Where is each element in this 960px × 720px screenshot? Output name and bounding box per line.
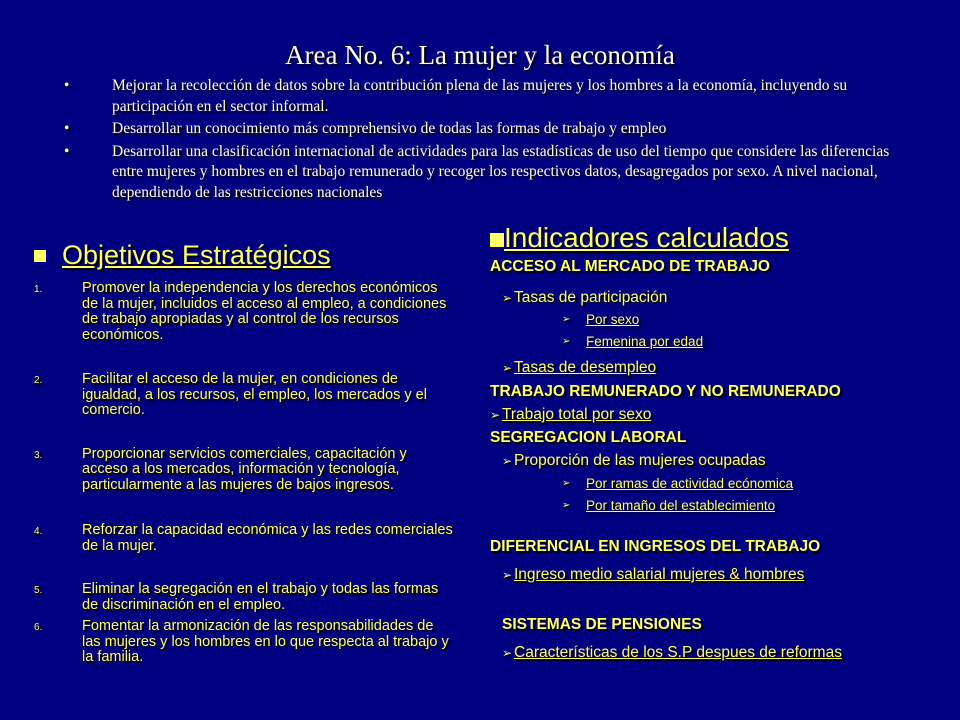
arrow-bullet-icon: ➢ bbox=[502, 646, 513, 660]
arrow-bullet-icon: ➢ bbox=[562, 314, 571, 325]
objective-number: 3. bbox=[34, 449, 43, 461]
objective-item bbox=[34, 281, 454, 343]
objective-text: Proporcionar servicios comerciales, capacitación y acceso a los mercados, información y tecnología, particularmente a las mujeres de bajos ingresos. bbox=[82, 445, 407, 493]
objective-number: 6. bbox=[34, 622, 43, 633]
link-label[interactable]: Por tamaño del establecimiento bbox=[586, 498, 776, 513]
link-label[interactable]: Por sexo bbox=[586, 312, 640, 327]
section-diferencial-title: DIFERENCIAL EN INGRESOS DEL TRABAJO bbox=[490, 538, 821, 555]
objectives-heading-text: Objetivos Estratégicos bbox=[62, 240, 331, 270]
arrow-bullet-icon: ➢ bbox=[502, 454, 513, 468]
bullet-dot-icon: • bbox=[64, 142, 70, 160]
square-bullet-icon bbox=[490, 233, 504, 247]
section-acceso-title: ACCESO AL MERCADO DE TRABAJO bbox=[490, 258, 770, 275]
arrow-bullet-icon: ➢ bbox=[502, 291, 513, 305]
indicators-heading-text: Indicadores calculados bbox=[504, 222, 789, 253]
objectives-list bbox=[34, 281, 454, 666]
section-trabajo-title: TRABAJO REMUNERADO Y NO REMUNERADO bbox=[490, 383, 841, 400]
objective-number: 5. bbox=[34, 585, 43, 596]
link-por-sexo[interactable] bbox=[490, 311, 930, 329]
indicator-tasas-participacion bbox=[490, 289, 930, 307]
link-label[interactable]: Trabajo total por sexo bbox=[502, 406, 652, 423]
objective-number: 2. bbox=[34, 375, 43, 386]
section-pensiones-title: SISTEMAS DE PENSIONES bbox=[502, 616, 702, 633]
objective-number: 4. bbox=[34, 526, 43, 537]
link-label[interactable]: Ingreso medio salarial mujeres & hombres bbox=[514, 566, 805, 583]
indicator-label: Proporción de las mujeres ocupadas bbox=[514, 452, 766, 469]
arrow-bullet-icon: ➢ bbox=[562, 336, 571, 347]
link-label[interactable]: Tasas de desempleo bbox=[514, 359, 657, 376]
link-por-tamano[interactable] bbox=[490, 497, 930, 515]
arrow-bullet-icon: ➢ bbox=[490, 408, 501, 422]
bullet-dot-icon: • bbox=[64, 120, 70, 137]
arrow-bullet-icon: ➢ bbox=[502, 361, 513, 375]
objective-item bbox=[34, 372, 454, 419]
indicators-panel bbox=[490, 222, 930, 662]
intro-bullet-text: Desarrollar una clasificación internacional de actividades para las estadísticas de uso del tiempo que considere las diferencias entre mujeres y hombres en el trabajo remunerado y recoger los respectivos datos, desagregados por sexo. A nivel nacional, dependiendo de las restricciones nacionales bbox=[112, 142, 890, 201]
arrow-bullet-icon: ➢ bbox=[502, 568, 513, 582]
arrow-bullet-icon: ➢ bbox=[562, 478, 571, 489]
objective-item bbox=[34, 582, 454, 613]
objective-number: 1. bbox=[34, 284, 43, 295]
objective-text: Promover la independencia y los derechos económicos de la mujer, incluidos el acceso al empleo, a condiciones de trabajo apropiadas y al control de los recursos económicos. bbox=[82, 280, 447, 343]
link-label[interactable]: Por ramas de actividad ecónomica bbox=[586, 476, 794, 491]
arrow-bullet-icon: ➢ bbox=[562, 500, 571, 511]
intro-bullets bbox=[60, 76, 920, 205]
intro-bullet-item bbox=[60, 142, 920, 204]
objective-item bbox=[34, 619, 454, 666]
link-label[interactable]: Características de los S.P despues de reformas bbox=[514, 644, 842, 661]
link-por-ramas[interactable] bbox=[490, 475, 930, 493]
link-femenina-por-edad[interactable] bbox=[490, 333, 930, 351]
objectives-heading bbox=[34, 240, 454, 271]
objective-text: Reforzar la capacidad económica y las redes comerciales de la mujer. bbox=[82, 522, 453, 554]
indicator-label: Tasas de participación bbox=[514, 289, 668, 306]
bullet-dot-icon: • bbox=[64, 77, 70, 94]
link-tasas-desempleo[interactable] bbox=[490, 359, 930, 377]
intro-bullet-text: Mejorar la recolección de datos sobre la contribución plena de las mujeres y los hombres a la economía, incluyendo su participación en el sector informal. bbox=[112, 77, 848, 115]
intro-bullet-item bbox=[60, 119, 920, 140]
objective-text: Facilitar el acceso de la mujer, en condiciones de igualdad, a los recursos, el empleo, los mercados y el comercio. bbox=[82, 371, 427, 418]
objectives-panel bbox=[34, 240, 454, 666]
link-label[interactable]: Femenina por edad bbox=[586, 334, 704, 349]
link-caracteristicas[interactable] bbox=[490, 644, 930, 662]
intro-bullet-text: Desarrollar un conocimiento más comprehensivo de todas las formas de trabajo y empleo bbox=[112, 120, 667, 137]
indicator-proporcion bbox=[490, 452, 930, 470]
link-ingreso-medio[interactable] bbox=[490, 566, 930, 584]
objective-item bbox=[34, 447, 454, 494]
objective-item bbox=[34, 523, 454, 554]
indicators-heading bbox=[490, 222, 930, 254]
objective-text: Eliminar la segregación en el trabajo y todas las formas de discriminación en el empleo. bbox=[82, 581, 439, 613]
intro-bullet-item bbox=[60, 76, 920, 117]
slide-title: Area No. 6: La mujer y la economía bbox=[285, 40, 675, 70]
objective-text: Fomentar la armonización de las responsabilidades de las mujeres y los hombres en lo que respecta al trabajo y la familia. bbox=[82, 618, 449, 665]
link-trabajo-total[interactable] bbox=[490, 406, 930, 424]
square-bullet-icon bbox=[34, 250, 46, 262]
section-segregacion-title: SEGREGACION LABORAL bbox=[490, 429, 687, 446]
